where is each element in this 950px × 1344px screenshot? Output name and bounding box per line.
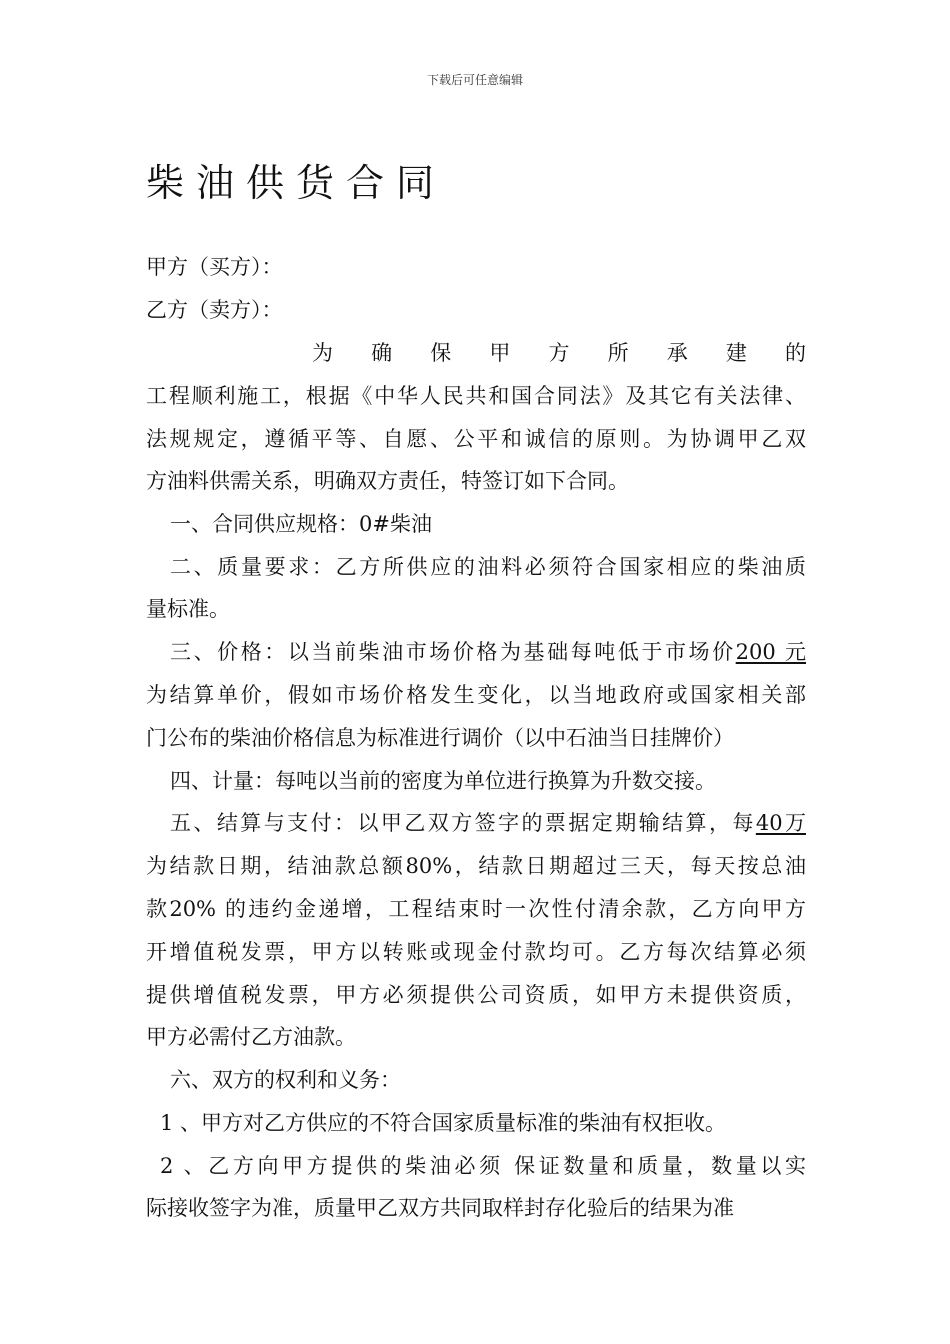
intro-char: 所 [607, 341, 629, 365]
section-5-text: 五、结算与支付：以甲乙双方签字的票据定期输结算，每 [170, 811, 756, 835]
section-5-line: 为结款日期，结油款总额80%，结款日期超过三天，每天按总油 [146, 854, 806, 878]
header-note: 下载后可任意编辑 [426, 73, 523, 87]
section-6-item-2: 2 、乙方向甲方提供的柴油必须 保证数量和质量，数量以实 [160, 1154, 806, 1178]
section-2-line: 量标准。 [146, 597, 230, 621]
section-3-line: 为结算单价，假如市场价格发生变化，以当地政府或国家相关部 [146, 683, 806, 707]
section-5-line [170, 808, 806, 838]
price-discount-value: 200 元 [735, 640, 806, 664]
section-4-measure: 四、计量：每吨以当前的密度为单位进行换算为升数交接。 [170, 769, 716, 793]
section-1-spec: 一、合同供应规格：0#柴油 [170, 512, 432, 536]
section-2-line: 二、质量要求：乙方所供应的油料必须符合国家相应的柴油质 [170, 555, 806, 579]
intro-char: 保 [430, 341, 452, 365]
settlement-amount-value: 40万 [755, 811, 806, 835]
intro-char: 的 [785, 341, 806, 365]
intro-spread-line [312, 338, 806, 368]
intro-char: 承 [666, 341, 688, 365]
section-5-line: 款20% 的违约金递增，工程结束时一次性付清余款，乙方向甲方 [146, 897, 806, 921]
section-6-item-1: 1 、甲方对乙方供应的不符合国家质量标准的柴油有权拒收。 [160, 1111, 727, 1135]
section-5-line: 开增值税发票，甲方以转账或现金付款均可。乙方每次结算必须 [146, 940, 806, 964]
section-6-heading: 六、双方的权利和义务： [170, 1068, 401, 1092]
intro-char: 确 [371, 341, 393, 365]
section-3-line: 门公布的柴油价格信息为标准进行调价（以中石油当日挂牌价） [146, 726, 734, 750]
section-5-line: 甲方必需付乙方油款。 [146, 1025, 356, 1049]
intro-line: 方油料供需关系，明确双方责任，特签订如下合同。 [146, 469, 629, 493]
intro-line: 法规规定，遵循平等、自愿、公平和诚信的原则。为协调甲乙双 [146, 427, 806, 451]
section-5-line: 提供增值税发票，甲方必须提供公司资质，如甲方未提供资质， [146, 983, 806, 1007]
party-b-label: 乙方（卖方）： [146, 298, 283, 322]
section-3-line [170, 637, 806, 667]
intro-char: 甲 [489, 341, 511, 365]
intro-line: 工程顺利施工，根据《中华人民共和国合同法》及其它有关法律、 [146, 384, 806, 408]
section-6-item-2-cont: 际接收签字为准，质量甲乙双方共同取样封存化验后的结果为准 [146, 1196, 734, 1220]
intro-char: 为 [312, 341, 333, 365]
party-a-label: 甲方（买方）： [146, 255, 283, 279]
intro-char: 方 [548, 341, 570, 365]
intro-char: 建 [725, 341, 747, 365]
document-title: 柴油供货合同 [146, 161, 447, 205]
section-3-text: 三、价格：以当前柴油市场价格为基础每吨低于市场价 [170, 640, 736, 664]
